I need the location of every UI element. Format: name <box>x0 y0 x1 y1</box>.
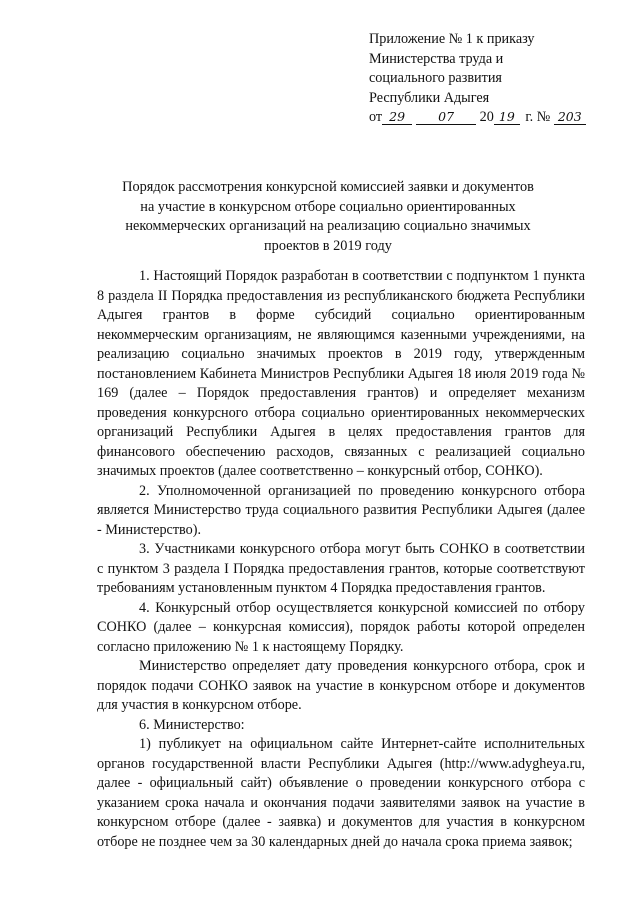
date-prefix: от <box>369 109 383 126</box>
order-date-line <box>369 108 619 128</box>
paragraph: 1) публикует на официальном сайте Интернет-сайте исполнительных органов государственной власти Республики Адыгея (http://www.adygheya.ru, далее - официальный сайт) объявление о проведении конкурсного отбора с указанием срока начала и окончания подачи заявителями заявок на участие в конкурсном отборе (далее - заявка) и документов для участия в конкурсном отборе не позднее чем за 30 календарных дней до начала срока приема заявок; <box>97 736 585 850</box>
title-line: Порядок рассмотрения конкурсной комиссией заявки и документов <box>122 179 534 195</box>
appendix-line: Приложение № 1 к приказу <box>369 31 535 47</box>
title-line: некоммерческих организаций на реализацию социально значимых <box>125 218 531 234</box>
date-year-suffix: 19 <box>494 109 520 125</box>
document-title <box>118 178 538 256</box>
appendix-line: Республики Адыгея <box>369 89 490 106</box>
date-day: 29 <box>382 109 412 125</box>
appendix-line: Министерства труда и <box>369 50 504 67</box>
paragraph: Министерство определяет дату проведения конкурсного отбора, срок и порядок подачи СОНКО заявок на участие в конкурсном отборе и документов для участия в конкурсном отборе. <box>97 658 585 713</box>
date-year-unit: г. № <box>525 109 551 126</box>
order-number: 203 <box>554 109 586 125</box>
date-year-prefix: 20 <box>479 109 494 126</box>
appendix-line: социального развития <box>369 70 502 87</box>
appendix-header <box>369 30 619 128</box>
paragraph: 3. Участниками конкурсного отбора могут быть СОНКО в соответствии с пунктом 3 раздела I Порядка предоставления грантов, которые соответствуют требованиям установленным пунктом 4 Порядка предоставления грантов. <box>97 541 585 596</box>
paragraph: 2. Уполномоченной организацией по проведению конкурсного отбора является Министерство труда социального развития Республики Адыгея (далее - Министерство). <box>97 482 585 538</box>
date-month: 07 <box>416 109 476 125</box>
paragraph: 6. Министерство: <box>139 716 245 733</box>
document-body <box>97 267 585 852</box>
title-line: на участие в конкурсном отборе социально ориентированных <box>140 198 516 215</box>
paragraph: 4. Конкурсный отбор осуществляется конкурсной комиссией по отбору СОНКО (далее – конкурсная комиссия), порядок работы которой определен согласно приложению № 1 к настоящему Порядку. <box>97 599 585 655</box>
paragraph: 1. Настоящий Порядок разработан в соответствии с подпунктом 1 пункта 8 раздела II Порядка предоставления из республиканского бюджета Республики Адыгея грантов в форме субсидий социально ориентированным некоммерческим организациям, не являющимся казенными учреждениями, на реализацию социально значимых проектов в 2019 году, утвержденным постановлением Кабинета Министров Республики Адыгея 18 июля 2019 года № 169 (далее – Порядок предоставления грантов) и определяет механизм проведения конкурсного отбора социально ориентированных некоммерческих организаций Республики Адыгея в целях предоставления грантов для финансового обеспечению расходов, связанных с реализацией социально значимых проектов (далее соответственно – конкурсный отбор, СОНКО). <box>97 268 585 479</box>
title-line: проектов в 2019 году <box>264 237 392 254</box>
